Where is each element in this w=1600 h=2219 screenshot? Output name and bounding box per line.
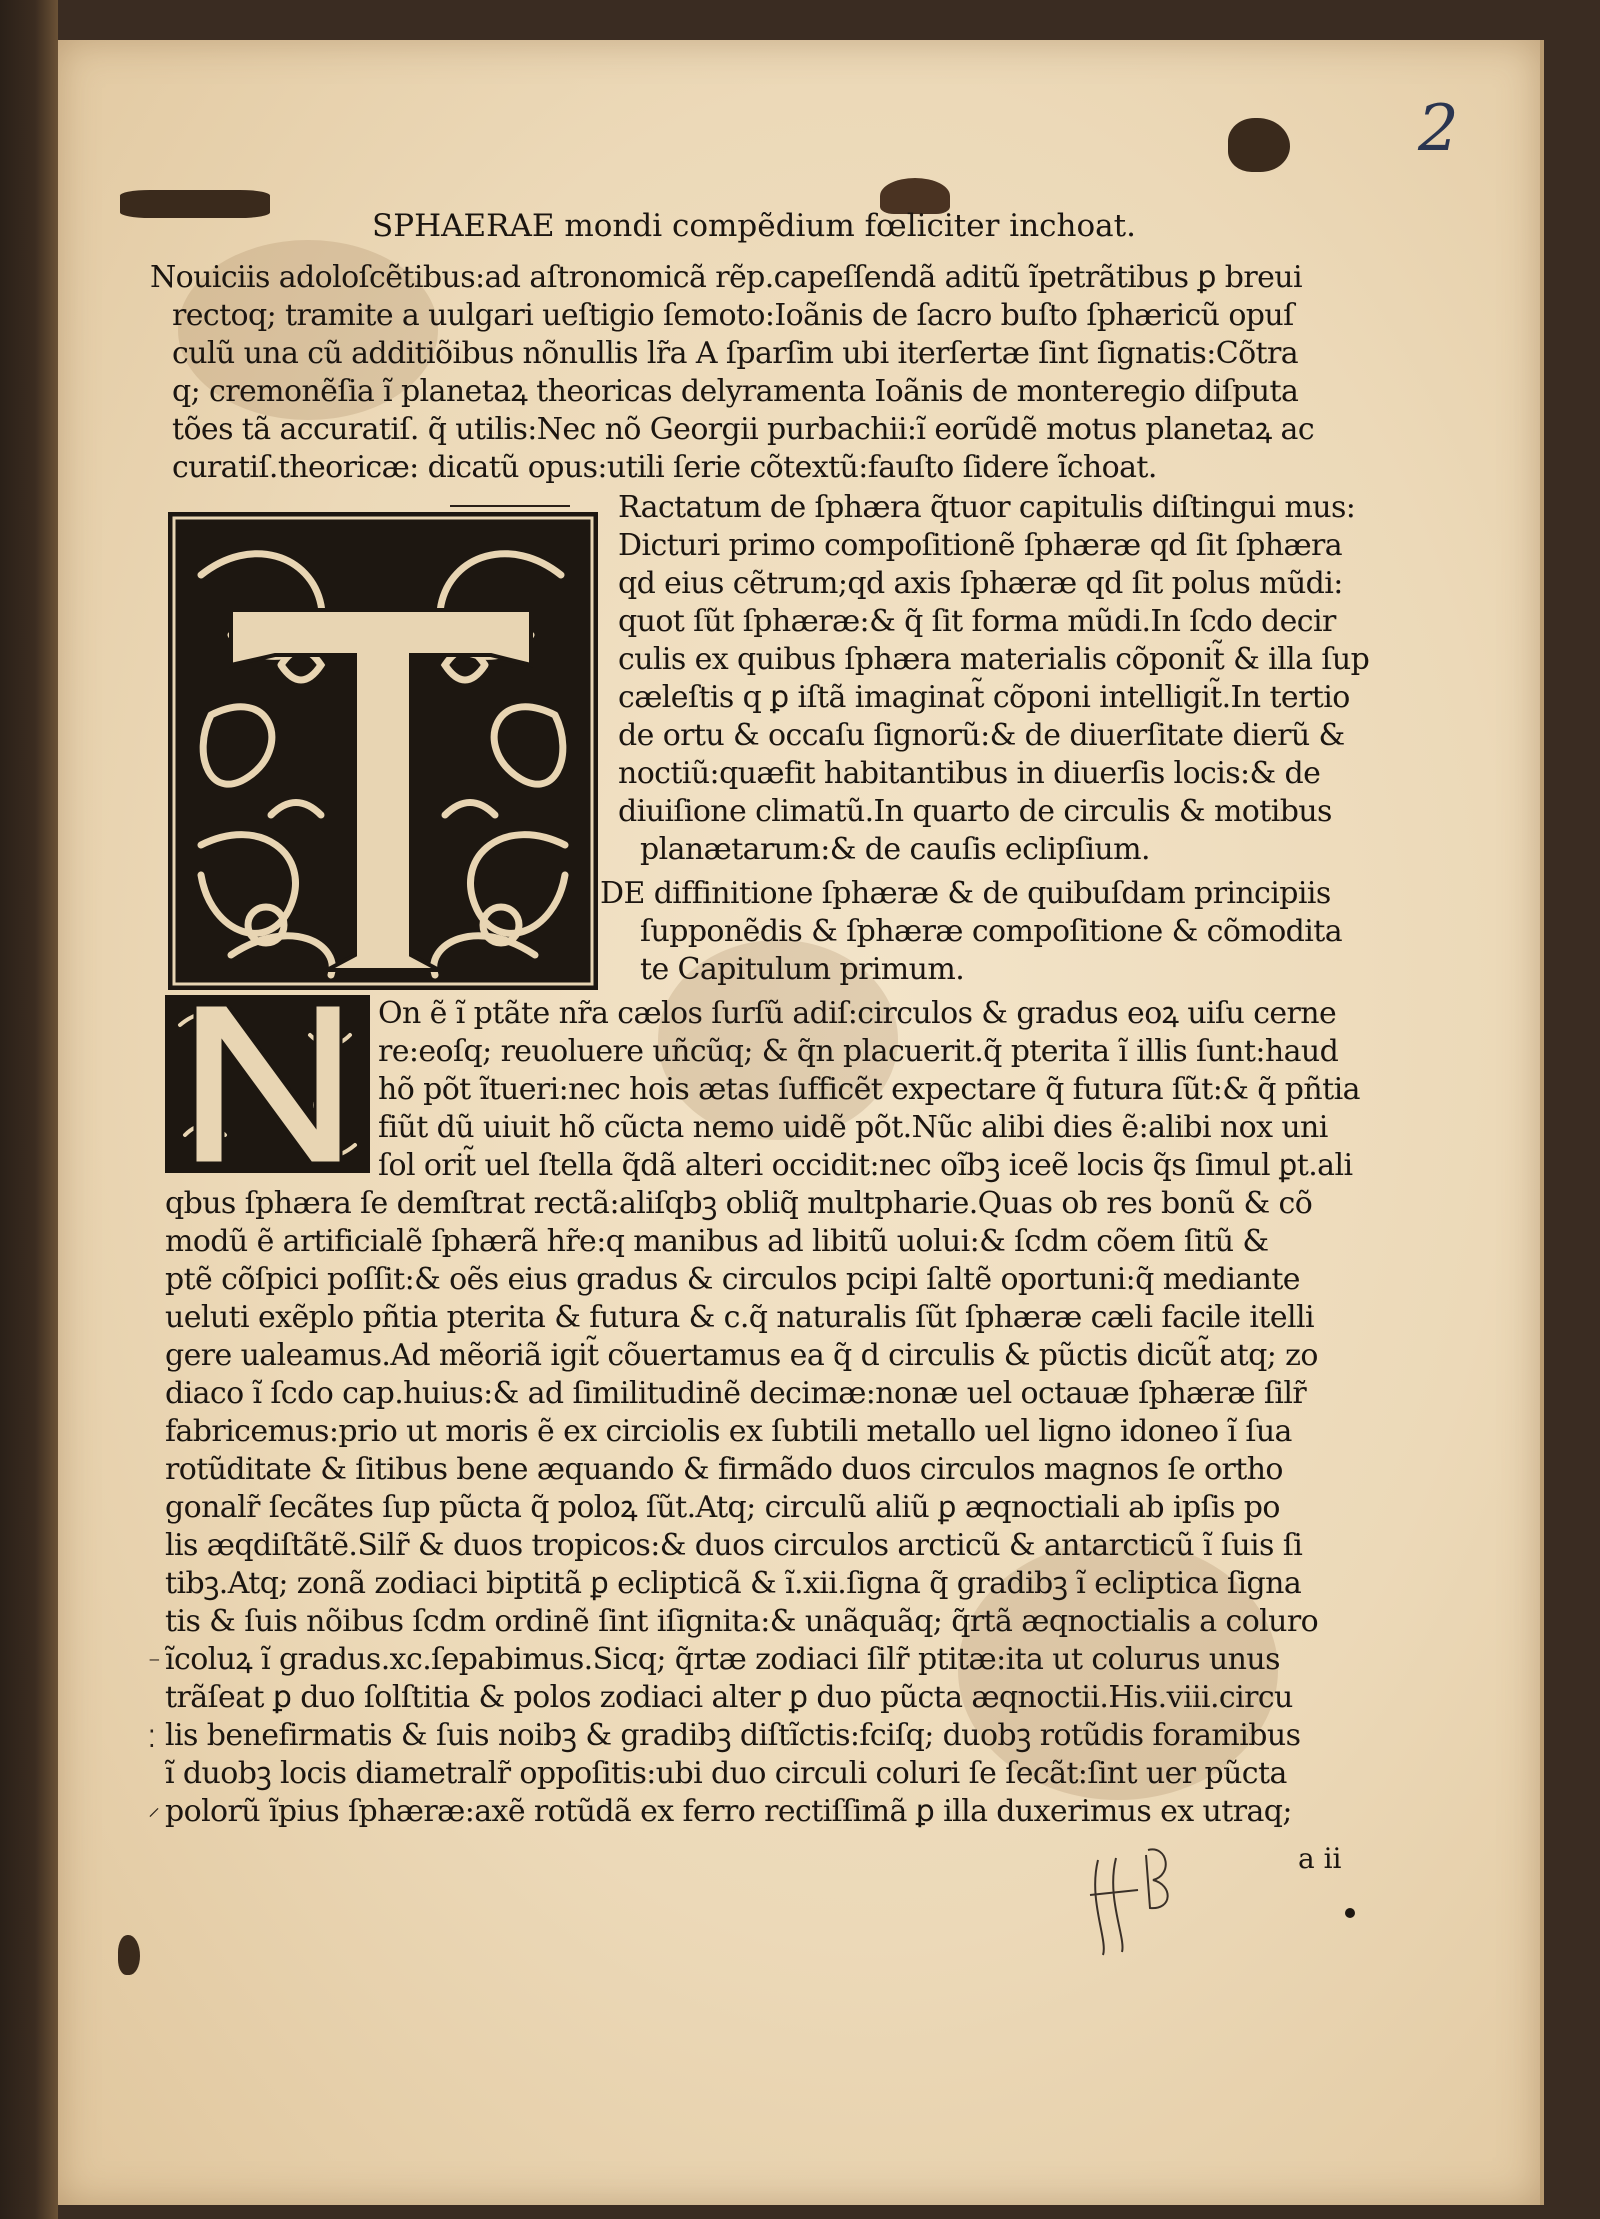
body-line: tis & ſuis nõibus ſcdm ordinẽ ſint iſignita:& unãquãq; q̃rtã æqnoctialis a coluro: [165, 1604, 1319, 1639]
chapter-heading: ſupponẽdis & ſphæræ compoſitione & cõmodita: [640, 914, 1342, 949]
ink-blot: [118, 1935, 140, 1975]
chapter-line: planætarum:& de cauſis eclipſium.: [640, 832, 1150, 867]
intro-line: q; cremonẽſia ĩ planetaꝝ theoricas delyramenta Ioãnis de monteregio diſputa: [172, 374, 1299, 409]
margin-mark-icon: ⁻: [148, 1650, 161, 1678]
body-line: ſol orit̃ uel ſtella q̃dã alteri occidit:nec oĩbꝫ iceẽ locis q̃s ſimul ꝑt.ali: [378, 1148, 1353, 1183]
handwritten-page-number: 2: [1418, 92, 1459, 166]
floral-ornament-icon: [165, 995, 370, 1173]
margin-mark-icon: ⁚: [148, 1725, 156, 1753]
chapter-line: noctiũ:quæfit habitantibus in diuerſis locis:& de: [618, 756, 1321, 791]
body-line: ueluti exẽplo pñtia pterita & futura & c.q̃ naturalis ſũt ſphæræ cæli facile itelli: [165, 1300, 1314, 1335]
handwriting-icon: [1078, 1840, 1198, 1960]
body-line: gere ualeamus.Ad mẽoriã igit̃ cõuertamus ea q̃ d circulis & pũctis dicũt̃ atq; zo: [165, 1338, 1318, 1373]
chapter-line: de ortu & occaſu ſignorũ:& de diuerſitate dierũ &: [618, 718, 1345, 753]
body-line: trãſeat ꝑ duo ſolſtitia & polos zodiaci alter ꝑ duo pũcta æqnoctii.His.viii.circu: [165, 1680, 1293, 1715]
body-line: qbus ſphæra ſe demſtrat rectã:aliſqbꝫ obliq̃ multpharie.Quas ob res bonũ & cõ: [165, 1186, 1313, 1221]
decorated-initial-t: [168, 512, 598, 990]
intro-line: culũ una cũ additiõibus nõnullis lr̃a A ſparſim ubi iterſertæ ſint ſignatis:Cõtra: [172, 336, 1299, 371]
body-line: On ẽ ĩ ptãte nr̃a cælos ſurſũ adiſ:circulos & gradus eoꝝ uiſu cerne: [378, 996, 1337, 1031]
initial-rule: [450, 505, 570, 507]
body-line: re:eoſq; reuoluere uñcũq; & q̃n placuerit.q̃ pterita ĩ illis ſunt:haud: [378, 1034, 1339, 1069]
margin-mark-icon: ⸝: [148, 1793, 160, 1821]
page-title: SPHAERAE mondi compẽdium fœliciter inchoat.: [372, 208, 1136, 244]
body-line: ĩcoluꝝ ĩ gradus.xc.ſepabimus.Sicq; q̃rtæ zodiaci ſilr̃ ptitæ:ita ut colurus unus: [165, 1642, 1280, 1677]
chapter-line: diuiſione climatũ.In quarto de circulis & motibus: [618, 794, 1332, 829]
chapter-line: Ractatum de ſphæra q̃tuor capitulis diſtingui mus:: [618, 490, 1356, 525]
chapter-line: qd eius cẽtrum;qd axis ſphæræ qd ſit polus mũdi:: [618, 566, 1343, 601]
chapter-line: culis ex quibus ſphæra materialis cõponit̃ & illa ſup: [618, 642, 1370, 677]
signature-mark: a ii: [1298, 1842, 1342, 1875]
body-line: diaco ĩ ſcdo cap.huius:& ad ſimilitudinẽ decimæ:nonæ uel octauæ ſphæræ ſilr̃: [165, 1376, 1307, 1411]
floral-ornament-icon: [171, 515, 595, 987]
body-line: lis benefirmatis & ſuis noibꝫ & gradibꝫ diſtĩctis:fciſq; duobꝫ rotũdis foramibus: [165, 1718, 1301, 1753]
body-line: rotũditate & ſitibus bene æquando & firmãdo duos circulos magnos ſe ortho: [165, 1452, 1283, 1487]
chapter-line: quot ſũt ſphæræ:& q̃ ſit forma mũdi.In ſcdo decir: [618, 604, 1336, 639]
decorated-initial-n: [165, 995, 370, 1173]
body-line: hõ põt ĩtueri:nec hois ætas ſufficẽt expectare q̃ futura ſũt:& q̃ pñtia: [378, 1072, 1360, 1107]
body-line: fabricemus:prio ut moris ẽ ex circiolis ex ſubtili metallo uel ligno idoneo ĩ ſua: [165, 1414, 1292, 1449]
chapter-line: Dicturi primo compoſitionẽ ſphæræ qd ſit ſphæra: [618, 528, 1343, 563]
body-line: ĩ duobꝫ locis diametralr̃ oppoſitis:ubi duo circuli coluri ſe ſecãt:ſint uer pũcta: [165, 1756, 1287, 1791]
ink-blot: [1228, 118, 1290, 172]
body-line: tibꝫ.Atq; zonã zodiaci biptitã ꝑ eclipticã & ĩ.xii.ſigna q̃ gradibꝫ ĩ ecliptica ſigna: [165, 1566, 1302, 1601]
body-line: gonalr̃ ſecãtes ſup pũcta q̃ poloꝝ ſũt.Atq; circulũ aliũ ꝑ æqnoctiali ab ipſis po: [165, 1490, 1280, 1525]
body-line: lis æqdiſtãtẽ.Silr̃ & duos tropicos:& duos circulos arcticũ & antarcticũ ĩ ſuis ſi: [165, 1528, 1303, 1563]
body-line: fiũt dũ uiuit hõ cũcta nemo uidẽ põt.Nũc alibi dies ẽ:alibi nox uni: [378, 1110, 1328, 1145]
body-line: polorũ ĩpius ſphæræ:axẽ rotũdã ex ferro rectiſſimã ꝑ illa duxerimus ex utraq;: [165, 1794, 1292, 1829]
ink-blot: [120, 190, 270, 218]
dot-mark-icon: [1345, 1908, 1355, 1918]
intro-line: tões tã accuratiſ. q̃ utilis:Nec nõ Georgii purbachii:ĩ eorũdẽ motus planetaꝝ ac: [172, 412, 1315, 447]
body-line: modũ ẽ artificialẽ ſphærã hr̃e:q manibus ad libitũ uolui:& ſcdm cõem ſitũ &: [165, 1224, 1269, 1259]
intro-line: curatiſ.theoricæ: dicatũ opus:utili ſerie cõtextũ:fauſto ſidere ĩchoat.: [172, 450, 1157, 485]
binding-edge: [0, 0, 58, 2219]
chapter-heading: DE diffinitione ſphæræ & de quibuſdam principiis: [600, 876, 1331, 911]
intro-line: Nouiciis adoloſcẽtibus:ad aſtronomicã rẽp.capeſſendã aditũ ĩpetrãtibus ꝑ breui: [150, 260, 1302, 295]
chapter-line: cæleſtis q ꝑ iſtã imaginat̃ cõponi intelligit̃.In tertio: [618, 680, 1350, 715]
intro-line: rectoq; tramite a uulgari ueſtigio ſemoto:Ioãnis de ſacro buſto ſphæricũ opuſ: [172, 298, 1294, 333]
chapter-heading: te Capitulum primum.: [640, 952, 965, 987]
body-line: ptẽ cõſpici poſſit:& oẽs eius gradus & circulos pcipi ſaltẽ oportuni:q̃ mediante: [165, 1262, 1300, 1297]
